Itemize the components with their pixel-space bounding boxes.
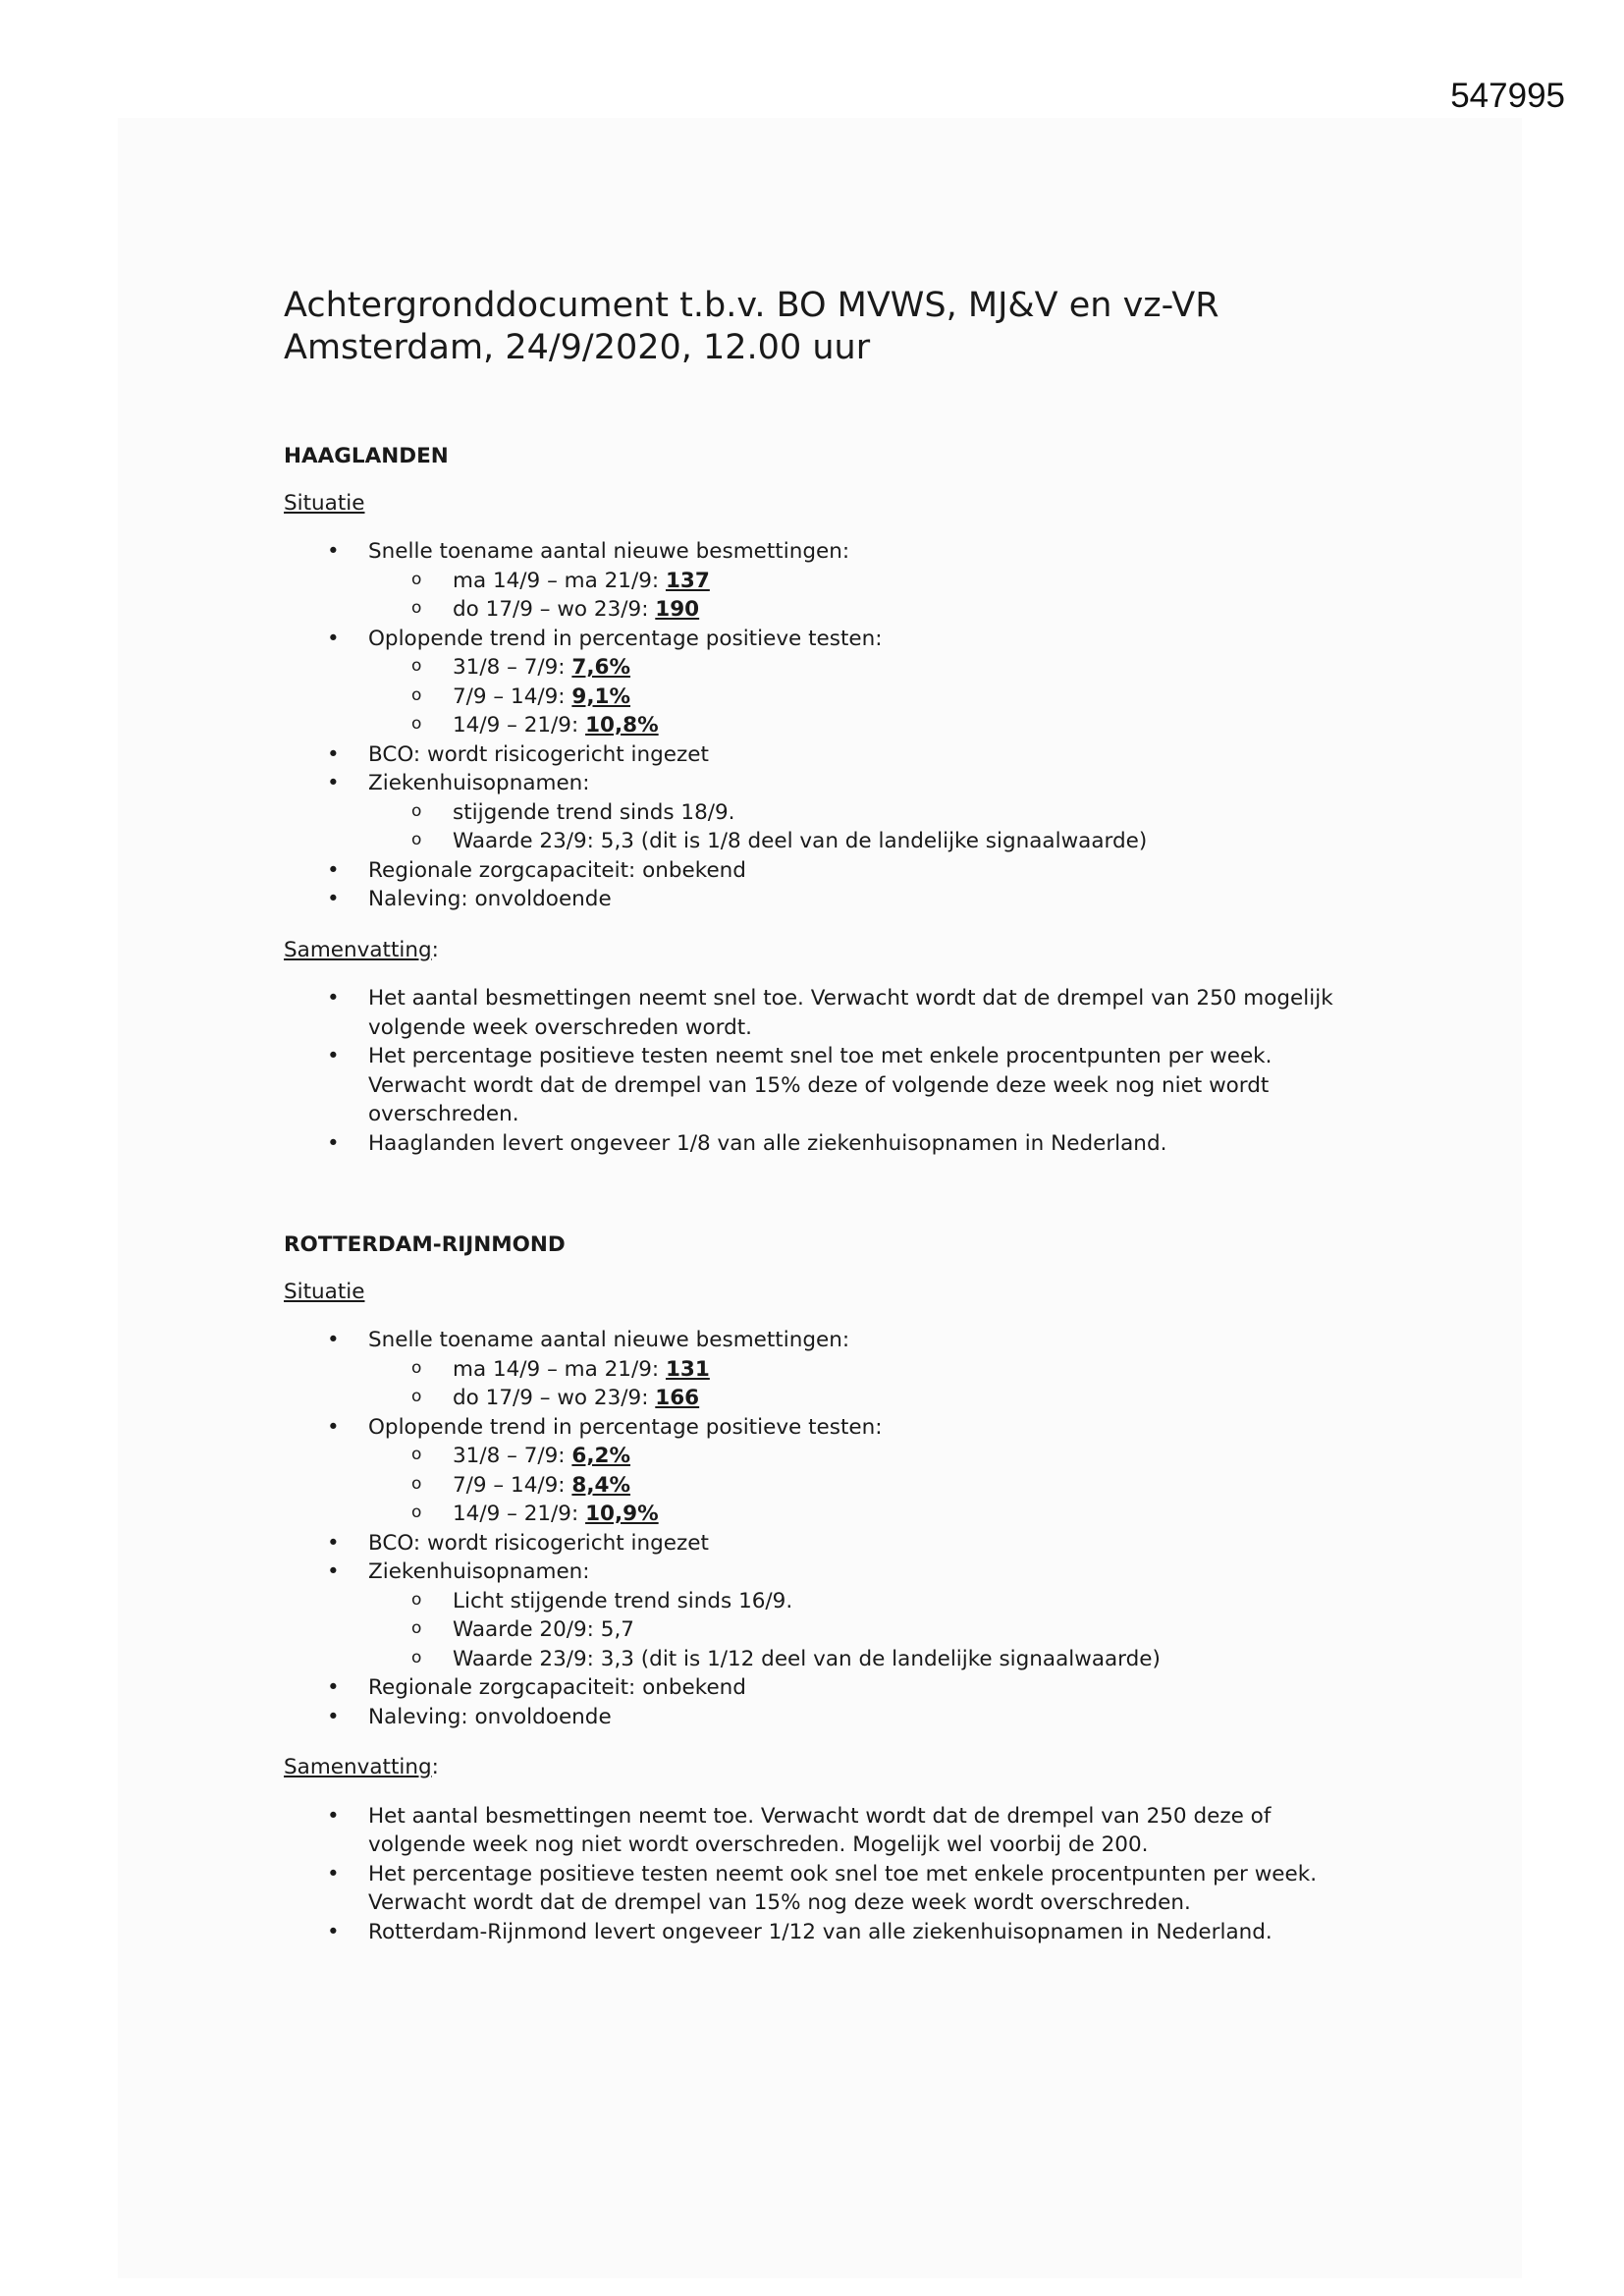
period-value: 166 <box>655 1386 700 1410</box>
list-item: • Het aantal besmettingen neemt snel toe. Verwacht wordt dat de drempel van 250 mogelijk volgende week overschreden wordt. <box>284 984 1364 1042</box>
period-value: 6,2% <box>571 1444 631 1468</box>
list-item: o Waarde 23/9: 5,3 (dit is 1/8 deel van de landelijke signaalwaarde) <box>368 827 1364 856</box>
period-label: do 17/9 – wo 23/9: <box>453 597 656 622</box>
list-item <box>284 1558 1364 1673</box>
bco-text: BCO: wordt risicogericht ingezet <box>368 741 709 767</box>
sub-list <box>368 653 1364 740</box>
period-value: 137 <box>665 568 710 593</box>
title-line-1: Achtergronddocument t.b.v. BO MVWS, MJ&V en vz-VR <box>284 286 1219 325</box>
situatie-list <box>284 537 1364 914</box>
document-title <box>284 285 1364 369</box>
samenvatting-heading <box>284 1753 1364 1782</box>
document-number: 547995 <box>1450 77 1565 115</box>
region-rotterdam-rijnmond <box>284 1230 1364 1946</box>
list-item: • Haaglanden levert ongeveer 1/8 van alle ziekenhuisopnamen in Nederland. <box>284 1129 1364 1159</box>
period-label: 7/9 – 14/9: <box>453 683 572 709</box>
samenvatting-colon: : <box>431 1755 439 1779</box>
list-item <box>368 711 1364 740</box>
list-item <box>368 567 1364 596</box>
sub-list <box>368 798 1364 856</box>
period-value: 131 <box>665 1356 710 1382</box>
period-value: 9,1% <box>571 683 631 709</box>
list-item: • Het percentage positieve testen neemt ook snel toe met enkele procentpunten per week. Verwacht wordt dat de drempel van 15% nog deze week wordt overschreden. <box>284 1860 1364 1918</box>
list-item <box>284 856 1364 886</box>
list-item: o stijgende trend sinds 18/9. <box>368 798 1364 828</box>
list-item: o Licht stijgende trend sinds 16/9. <box>368 1587 1364 1616</box>
sub-list <box>368 1442 1364 1529</box>
title-line-2: Amsterdam, 24/9/2020, 12.00 uur <box>284 328 871 367</box>
period-label: 14/9 – 21/9: <box>453 713 586 738</box>
document-body <box>284 285 1364 1946</box>
period-label: 7/9 – 14/9: <box>453 1472 572 1498</box>
samenvatting-colon: : <box>431 937 439 962</box>
list-item <box>368 1500 1364 1529</box>
period-label: 31/8 – 7/9: <box>453 1444 572 1468</box>
list-item <box>284 1703 1364 1732</box>
testen-label: Oplopende trend in percentage positieve testen: <box>368 626 883 651</box>
list-item: • Het percentage positieve testen neemt snel toe met enkele procentpunten per week. Verwacht wordt dat de drempel van 15% deze of volgende deze week nog niet wordt overschreden. <box>284 1042 1364 1129</box>
list-item <box>368 653 1364 683</box>
ziekenhuis-label: Ziekenhuisopnamen: <box>368 771 590 795</box>
zorgcapaciteit-text: Regionale zorgcapaciteit: onbekend <box>368 857 746 883</box>
naleving-text: Naleving: onvoldoende <box>368 887 612 911</box>
region-heading: ROTTERDAM-RIJNMOND <box>284 1232 566 1257</box>
ziekenhuis-label: Ziekenhuisopnamen: <box>368 1559 590 1584</box>
samenvatting-list <box>284 984 1364 1158</box>
situatie-heading: Situatie <box>284 1279 365 1304</box>
list-item <box>368 1355 1364 1385</box>
list-item: o Waarde 20/9: 5,7 <box>368 1615 1364 1645</box>
list-item <box>368 595 1364 625</box>
sub-list <box>368 1587 1364 1674</box>
period-value: 10,8% <box>585 713 659 738</box>
list-item <box>284 740 1364 770</box>
list-item <box>284 769 1364 856</box>
period-value: 10,9% <box>585 1502 659 1526</box>
samenvatting-label: Samenvatting <box>284 1755 432 1779</box>
naleving-text: Naleving: onvoldoende <box>368 1704 612 1729</box>
period-label: 31/8 – 7/9: <box>453 655 572 680</box>
list-item <box>284 1673 1364 1703</box>
period-label: ma 14/9 – ma 21/9: <box>453 568 666 593</box>
list-item <box>284 1413 1364 1529</box>
list-item <box>368 683 1364 712</box>
list-item <box>368 1471 1364 1501</box>
sub-list <box>368 1355 1364 1413</box>
bco-text: BCO: wordt risicogericht ingezet <box>368 1530 709 1556</box>
list-item: o Waarde 23/9: 3,3 (dit is 1/12 deel van de landelijke signaalwaarde) <box>368 1645 1364 1674</box>
besmettingen-label: Snelle toename aantal nieuwe besmettingen: <box>368 539 850 564</box>
period-label: ma 14/9 – ma 21/9: <box>453 1356 666 1382</box>
region-haaglanden <box>284 442 1364 1158</box>
period-value: 190 <box>655 597 700 622</box>
list-item <box>368 1384 1364 1413</box>
period-label: 14/9 – 21/9: <box>453 1502 586 1526</box>
samenvatting-heading <box>284 936 1364 965</box>
testen-label: Oplopende trend in percentage positieve testen: <box>368 1414 883 1440</box>
region-heading: HAAGLANDEN <box>284 444 449 468</box>
list-item <box>368 1442 1364 1471</box>
period-value: 8,4% <box>571 1472 631 1498</box>
list-item: • Het aantal besmettingen neemt toe. Verwacht wordt dat de drempel van 250 deze of volgende week nog niet wordt overschreden. Mogelijk wel voorbij de 200. <box>284 1802 1364 1860</box>
list-item <box>284 625 1364 740</box>
list-item: • Rotterdam-Rijnmond levert ongeveer 1/12 van alle ziekenhuisopnamen in Nederland. <box>284 1918 1364 1947</box>
besmettingen-label: Snelle toename aantal nieuwe besmettingen: <box>368 1328 850 1352</box>
zorgcapaciteit-text: Regionale zorgcapaciteit: onbekend <box>368 1675 746 1700</box>
list-item <box>284 885 1364 914</box>
samenvatting-label: Samenvatting <box>284 937 432 962</box>
list-item <box>284 1326 1364 1413</box>
samenvatting-list <box>284 1802 1364 1947</box>
period-label: do 17/9 – wo 23/9: <box>453 1386 656 1410</box>
sub-list <box>368 567 1364 625</box>
situatie-list <box>284 1326 1364 1731</box>
situatie-heading: Situatie <box>284 490 365 516</box>
period-value: 7,6% <box>571 655 631 680</box>
list-item <box>284 1529 1364 1558</box>
list-item <box>284 537 1364 625</box>
